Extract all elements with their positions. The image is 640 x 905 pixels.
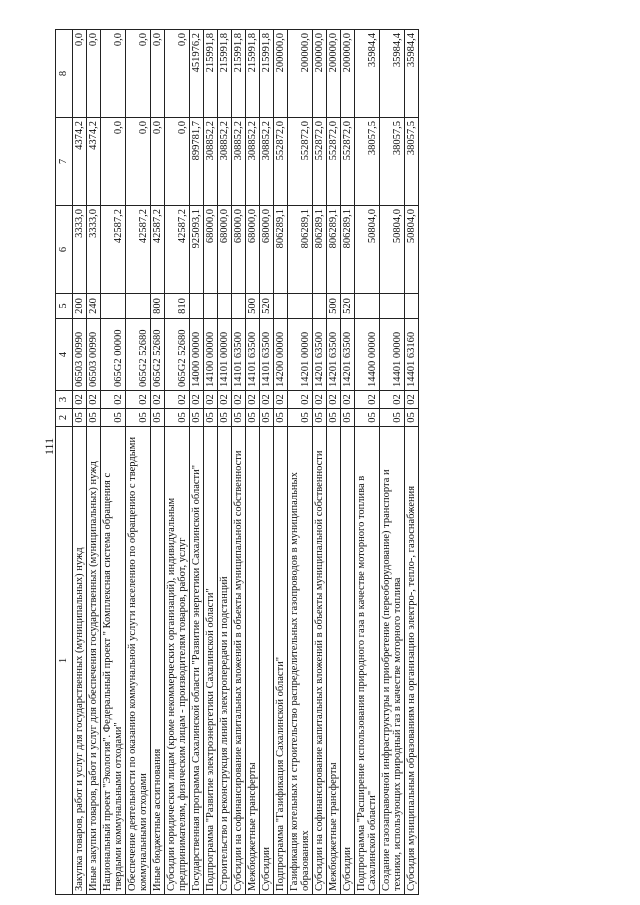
amount-cell: 68000,0 <box>218 206 232 294</box>
table-header-row <box>56 30 73 895</box>
subsection-cell: 02 <box>165 391 190 409</box>
amount-cell: 552872,0 <box>327 118 341 206</box>
amount-cell: 68000,0 <box>260 206 274 294</box>
amount-cell: 200000,0 <box>274 30 288 118</box>
table-row <box>151 30 165 895</box>
amount-cell: 35984,4 <box>405 30 419 118</box>
target-article-cell: 14201 00000 <box>288 319 313 391</box>
expense-type-cell <box>405 294 419 319</box>
table-row <box>204 30 218 895</box>
expense-type-cell <box>218 294 232 319</box>
target-article-cell: 14201 63500 <box>327 319 341 391</box>
budget-table <box>55 29 419 895</box>
amount-cell: 0,0 <box>73 30 87 118</box>
amount-cell: 38057,5 <box>405 118 419 206</box>
target-article-cell: 14000 00000 <box>190 319 204 391</box>
subsection-cell: 02 <box>355 391 380 409</box>
amount-cell: 0,0 <box>165 118 190 206</box>
row-name-cell: Субсидии на софинансирование капитальных вложений в объекты муниципальной собственности <box>232 427 246 895</box>
row-name-cell: Субсидии <box>260 427 274 895</box>
table-row <box>232 30 246 895</box>
amount-cell: 42587,2 <box>165 206 190 294</box>
column-header: 8 <box>56 30 73 118</box>
amount-cell: 50804,0 <box>355 206 380 294</box>
section-cell: 05 <box>101 409 126 427</box>
subsection-cell: 02 <box>204 391 218 409</box>
amount-cell: 308852,2 <box>260 118 274 206</box>
amount-cell: 200000,0 <box>288 30 313 118</box>
amount-cell: 4374,2 <box>73 118 87 206</box>
subsection-cell: 02 <box>101 391 126 409</box>
amount-cell: 68000,0 <box>246 206 260 294</box>
target-article-cell: 065G2 52680 <box>165 319 190 391</box>
subsection-cell: 02 <box>232 391 246 409</box>
section-cell: 05 <box>73 409 87 427</box>
table-row <box>274 30 288 895</box>
target-article-cell: 14101 63500 <box>246 319 260 391</box>
column-header: 2 <box>56 409 73 427</box>
row-name-cell: Обеспечение деятельности по оказанию коммунальной услуги населению по обращению с твердыми коммунальными отходами <box>126 427 151 895</box>
row-name-cell: Подпрограмма "Газификация Сахалинской области" <box>274 427 288 895</box>
table-row <box>165 30 190 895</box>
amount-cell: 215991,8 <box>218 30 232 118</box>
subsection-cell: 02 <box>87 391 101 409</box>
subsection-cell: 02 <box>246 391 260 409</box>
row-name-cell: Государственная программа Сахалинской области "Развитие энергетики Сахалинской области" <box>190 427 204 895</box>
target-article-cell: 14401 00000 <box>380 319 405 391</box>
amount-cell: 451976,2 <box>190 30 204 118</box>
column-header: 5 <box>56 294 73 319</box>
column-header: 4 <box>56 319 73 391</box>
expense-type-cell: 520 <box>260 294 274 319</box>
expense-type-cell <box>204 294 218 319</box>
expense-type-cell <box>126 294 151 319</box>
expense-type-cell <box>380 294 405 319</box>
subsection-cell: 02 <box>190 391 204 409</box>
section-cell: 05 <box>355 409 380 427</box>
row-name-cell: Субсидии юридическим лицам (кроме некоммерческих организаций), индивидуальным предпринимателям, физическим лицам - производителям товаров, работ, услуг <box>165 427 190 895</box>
expense-type-cell <box>355 294 380 319</box>
subsection-cell: 02 <box>380 391 405 409</box>
amount-cell: 68000,0 <box>232 206 246 294</box>
table-row <box>260 30 274 895</box>
target-article-cell: 065G2 52680 <box>151 319 165 391</box>
row-name-cell: Иные закупки товаров, работ и услуг для обеспечения государственных (муниципальных) нужд <box>87 427 101 895</box>
section-cell: 05 <box>218 409 232 427</box>
amount-cell: 308852,2 <box>218 118 232 206</box>
target-article-cell: 14201 63500 <box>341 319 355 391</box>
amount-cell: 806289,1 <box>327 206 341 294</box>
amount-cell: 806289,1 <box>288 206 313 294</box>
amount-cell: 308852,2 <box>232 118 246 206</box>
amount-cell: 552872,0 <box>288 118 313 206</box>
amount-cell: 215991,8 <box>204 30 218 118</box>
amount-cell: 0,0 <box>87 30 101 118</box>
target-article-cell: 14400 00000 <box>355 319 380 391</box>
rotated-table-wrapper <box>55 30 635 895</box>
section-cell: 05 <box>126 409 151 427</box>
amount-cell: 215991,8 <box>246 30 260 118</box>
subsection-cell: 02 <box>313 391 327 409</box>
table-row <box>341 30 355 895</box>
section-cell: 05 <box>232 409 246 427</box>
column-header: 6 <box>56 206 73 294</box>
table-row <box>87 30 101 895</box>
amount-cell: 200000,0 <box>327 30 341 118</box>
amount-cell: 0,0 <box>101 30 126 118</box>
subsection-cell: 02 <box>126 391 151 409</box>
expense-type-cell: 240 <box>87 294 101 319</box>
column-header: 1 <box>56 427 73 895</box>
section-cell: 05 <box>405 409 419 427</box>
column-header: 3 <box>56 391 73 409</box>
amount-cell: 35984,4 <box>380 30 405 118</box>
subsection-cell: 02 <box>327 391 341 409</box>
section-cell: 05 <box>327 409 341 427</box>
table-row <box>380 30 405 895</box>
expense-type-cell: 810 <box>165 294 190 319</box>
amount-cell: 552872,0 <box>341 118 355 206</box>
section-cell: 05 <box>87 409 101 427</box>
amount-cell: 0,0 <box>101 118 126 206</box>
section-cell: 05 <box>341 409 355 427</box>
expense-type-cell <box>274 294 288 319</box>
section-cell: 05 <box>190 409 204 427</box>
amount-cell: 50804,0 <box>405 206 419 294</box>
expense-type-cell <box>101 294 126 319</box>
amount-cell: 3333,0 <box>73 206 87 294</box>
row-name-cell: Создание газозаправочной инфраструктуры и приобретение (переоборудование) транспорта и техники, использующих природный газ в качестве моторного топлива <box>380 427 405 895</box>
section-cell: 05 <box>380 409 405 427</box>
amount-cell: 552872,0 <box>313 118 327 206</box>
section-cell: 05 <box>204 409 218 427</box>
target-article-cell: 14101 63500 <box>232 319 246 391</box>
table-row <box>405 30 419 895</box>
amount-cell: 42587,2 <box>101 206 126 294</box>
target-article-cell: 065G2 52680 <box>126 319 151 391</box>
amount-cell: 50804,0 <box>380 206 405 294</box>
row-name-cell: Субсидия муниципальным образованиям на организацию электро-, тепло-, газоснабжения <box>405 427 419 895</box>
section-cell: 05 <box>274 409 288 427</box>
row-name-cell: Субсидии <box>341 427 355 895</box>
subsection-cell: 02 <box>288 391 313 409</box>
amount-cell: 38057,5 <box>380 118 405 206</box>
amount-cell: 0,0 <box>151 118 165 206</box>
amount-cell: 552872,0 <box>274 118 288 206</box>
row-name-cell: Межбюджетные трансферты <box>246 427 260 895</box>
amount-cell: 308852,2 <box>204 118 218 206</box>
amount-cell: 200000,0 <box>313 30 327 118</box>
amount-cell: 925093,1 <box>190 206 204 294</box>
subsection-cell: 02 <box>218 391 232 409</box>
target-article-cell: 065G2 00000 <box>101 319 126 391</box>
target-article-cell: 14401 63160 <box>405 319 419 391</box>
target-article-cell: 06503 00990 <box>73 319 87 391</box>
section-cell: 05 <box>165 409 190 427</box>
amount-cell: 42587,2 <box>126 206 151 294</box>
table-row <box>288 30 313 895</box>
expense-type-cell: 800 <box>151 294 165 319</box>
amount-cell: 0,0 <box>126 118 151 206</box>
amount-cell: 3333,0 <box>87 206 101 294</box>
table-row <box>101 30 126 895</box>
amount-cell: 308852,2 <box>246 118 260 206</box>
row-name-cell: Иные бюджетные ассигнования <box>151 427 165 895</box>
amount-cell: 215991,8 <box>260 30 274 118</box>
page-number: 111 <box>42 437 56 455</box>
section-cell: 05 <box>151 409 165 427</box>
table-row <box>126 30 151 895</box>
row-name-cell: Национальный проект "Экология". Федеральный проект " Комплексная система обращения с твердыми коммунальными отходами" <box>101 427 126 895</box>
amount-cell: 215991,8 <box>232 30 246 118</box>
table-row <box>327 30 341 895</box>
amount-cell: 42587,2 <box>151 206 165 294</box>
row-name-cell: Подпрограмма "Расширение использования природного газа в качестве моторного топлива в Сахалинской области" <box>355 427 380 895</box>
row-name-cell: Газификация котельных и строительство распределительных газопроводов в муниципальных образованиях <box>288 427 313 895</box>
row-name-cell: Закупка товаров, работ и услуг для государственных (муниципальных) нужд <box>73 427 87 895</box>
amount-cell: 806289,1 <box>274 206 288 294</box>
amount-cell: 899781,7 <box>190 118 204 206</box>
amount-cell: 0,0 <box>151 30 165 118</box>
row-name-cell: Строительство и реконструкция линий электропередачи и подстанций <box>218 427 232 895</box>
target-article-cell: 14201 63500 <box>313 319 327 391</box>
amount-cell: 806289,1 <box>341 206 355 294</box>
subsection-cell: 02 <box>151 391 165 409</box>
row-name-cell: Межбюджетные трансферты <box>327 427 341 895</box>
expense-type-cell <box>190 294 204 319</box>
target-article-cell: 14200 00000 <box>274 319 288 391</box>
amount-cell: 35984,4 <box>355 30 380 118</box>
table-row <box>73 30 87 895</box>
expense-type-cell <box>232 294 246 319</box>
row-name-cell: Субсидии на софинансирование капитальных вложений в объекты муниципальной собственности <box>313 427 327 895</box>
table-row <box>313 30 327 895</box>
amount-cell: 200000,0 <box>341 30 355 118</box>
section-cell: 05 <box>246 409 260 427</box>
expense-type-cell: 500 <box>327 294 341 319</box>
expense-type-cell: 500 <box>246 294 260 319</box>
section-cell: 05 <box>260 409 274 427</box>
amount-cell: 806289,1 <box>313 206 327 294</box>
subsection-cell: 02 <box>260 391 274 409</box>
subsection-cell: 02 <box>341 391 355 409</box>
amount-cell: 0,0 <box>126 30 151 118</box>
table-row <box>218 30 232 895</box>
column-header: 7 <box>56 118 73 206</box>
table-row <box>355 30 380 895</box>
table-row <box>190 30 204 895</box>
section-cell: 05 <box>313 409 327 427</box>
expense-type-cell: 200 <box>73 294 87 319</box>
row-name-cell: Подпрограмма "Развитие электроэнергетики Сахалинской области" <box>204 427 218 895</box>
expense-type-cell <box>313 294 327 319</box>
subsection-cell: 02 <box>405 391 419 409</box>
amount-cell: 4374,2 <box>87 118 101 206</box>
section-cell: 05 <box>288 409 313 427</box>
subsection-cell: 02 <box>73 391 87 409</box>
target-article-cell: 06503 00990 <box>87 319 101 391</box>
amount-cell: 0,0 <box>165 30 190 118</box>
table-row <box>246 30 260 895</box>
amount-cell: 68000,0 <box>204 206 218 294</box>
target-article-cell: 14100 00000 <box>204 319 218 391</box>
expense-type-cell: 520 <box>341 294 355 319</box>
expense-type-cell <box>288 294 313 319</box>
subsection-cell: 02 <box>274 391 288 409</box>
table-body <box>73 30 419 895</box>
target-article-cell: 14101 63500 <box>260 319 274 391</box>
amount-cell: 38057,5 <box>355 118 380 206</box>
target-article-cell: 14101 00000 <box>218 319 232 391</box>
